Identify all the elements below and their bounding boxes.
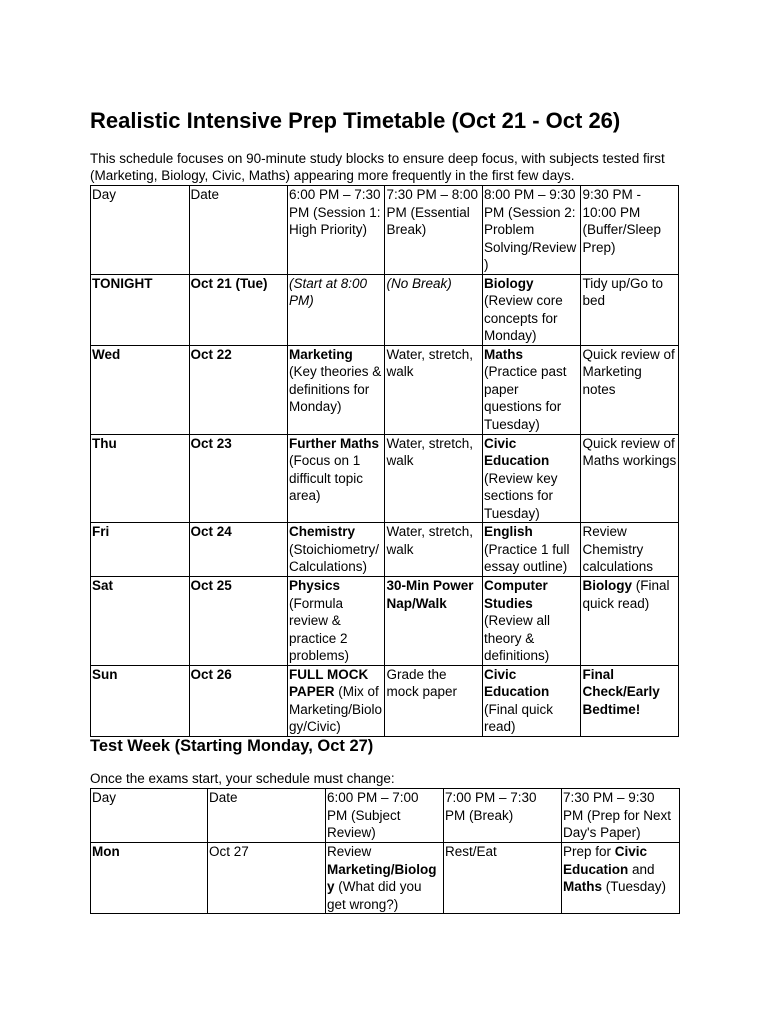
cell-session-1 [288, 577, 385, 666]
subject-name: Chemistry [289, 524, 356, 539]
subject-name: English [483, 524, 533, 539]
session-note: (Mix of Marketing/Biology/Civic) [289, 684, 383, 734]
session-note: (Review all theory & definitions) [483, 613, 550, 663]
cell-day [91, 434, 190, 523]
cell-session-2 [482, 665, 581, 736]
buffer-note: Final Check/Early Bedtime! [582, 666, 660, 717]
cell-day [91, 523, 190, 577]
header-session-1: 6:00 PM – 7:30 PM (Session 1: High Priority) [288, 186, 385, 275]
cell-session-2 [482, 274, 581, 345]
cell-break [385, 434, 482, 523]
table-row [91, 274, 679, 345]
buffer-note: Review Chemistry calculations [582, 524, 654, 574]
subject-name: Civic Education [563, 844, 648, 877]
prep-timetable [90, 185, 679, 737]
cell-date [189, 274, 288, 345]
cell-date [189, 665, 288, 736]
header-break: 7:30 PM – 8:00 PM (Essential Break) [385, 186, 482, 275]
cell-buffer [581, 523, 679, 577]
break-note: 30-Min Power Nap/Walk [386, 578, 474, 611]
header-break: 7:00 PM – 7:30 PM (Break) [444, 789, 562, 843]
table-row [91, 523, 679, 577]
prep-prefix: Prep for [563, 844, 615, 859]
date-label: Oct 25 [190, 578, 232, 593]
cell-break [385, 345, 482, 434]
session-note: (Key theories & definitions for Monday) [289, 364, 382, 414]
header-date: Date [208, 789, 326, 843]
review-note: (What did you get wrong?) [327, 879, 422, 912]
cell-prep [562, 843, 680, 914]
header-buffer: 9:30 PM - 10:00 PM (Buffer/Sleep Prep) [581, 186, 679, 275]
header-day: Day [91, 186, 190, 275]
cell-session-2 [482, 577, 581, 666]
date-label: Oct 22 [190, 346, 232, 362]
subject-name: Maths [483, 346, 523, 362]
cell-buffer [581, 434, 679, 523]
cell-session-2 [482, 345, 581, 434]
break-note: Rest/Eat [445, 844, 497, 859]
test-week-timetable [90, 788, 680, 914]
subject-name: Civic Education [483, 435, 550, 468]
subject-name: Marketing [289, 346, 353, 362]
break-note: (No Break) [386, 275, 452, 291]
day-label: Sat [92, 578, 114, 593]
cell-break [385, 274, 482, 345]
date-label: Oct 23 [190, 435, 232, 451]
date-label: Oct 27 [209, 844, 249, 859]
review-prefix: Review [327, 844, 372, 859]
session-note: (Practice 1 full essay outline) [483, 541, 570, 574]
header-session-2: 8:00 PM – 9:30 PM (Session 2: Problem Solving/Review ) [482, 186, 581, 275]
cell-day [91, 665, 190, 736]
cell-date [208, 843, 326, 914]
prep-conjunction: and [628, 861, 655, 877]
cell-session-2 [482, 523, 581, 577]
subject-name: FULL MOCK PAPER [289, 666, 369, 699]
session-note: (Review core concepts for Monday) [483, 293, 563, 343]
prep-note: (Tuesday) [602, 879, 667, 894]
intro-paragraph: This schedule focuses on 90-minute study blocks to ensure deep focus, with subjects tested first (Marketing, Biology, Civic, Maths) appearing more frequently in the first few days. [90, 151, 665, 183]
cell-break [444, 843, 562, 914]
date-label: Oct 21 (Tue) [190, 275, 268, 291]
buffer-note: (Final quick read) [582, 578, 670, 611]
table-row [91, 345, 679, 434]
subject-name: Biology [483, 275, 534, 291]
session-note: (Final quick read) [483, 701, 553, 734]
cell-buffer [581, 577, 679, 666]
cell-subject-review [326, 843, 444, 914]
cell-date [189, 345, 288, 434]
day-label: Fri [92, 524, 110, 539]
cell-day [91, 843, 208, 914]
subject-name: Further Maths [289, 435, 380, 451]
cell-buffer [581, 665, 679, 736]
session-note: (Start at 8:00 PM) [289, 275, 368, 308]
table-header-row [91, 789, 680, 843]
subject-name: Civic Education [483, 666, 550, 699]
session-note: (Review key sections for Tuesday) [483, 470, 558, 521]
session-note: (Practice past paper questions for Tuesday) [483, 364, 567, 432]
subject-name: Marketing/Biology [327, 861, 437, 894]
break-note: Grade the mock paper [386, 666, 458, 699]
cell-session-1 [288, 434, 385, 523]
cell-session-1 [288, 523, 385, 577]
subject-name: Computer Studies [483, 578, 548, 611]
section-heading: Test Week (Starting Monday, Oct 27) [90, 737, 374, 755]
day-label: Thu [92, 435, 117, 451]
subject-name: Physics [289, 578, 341, 593]
cell-session-1 [288, 665, 385, 736]
table-row [91, 843, 680, 914]
cell-buffer [581, 274, 679, 345]
cell-date [189, 434, 288, 523]
table-row [91, 434, 679, 523]
table-row [91, 577, 679, 666]
break-note: Water, stretch, walk [386, 524, 474, 557]
buffer-note: Tidy up/Go to bed [582, 275, 664, 308]
day-label: Sun [92, 666, 118, 682]
cell-session-1 [288, 345, 385, 434]
cell-buffer [581, 345, 679, 434]
header-day: Day [91, 789, 208, 843]
cell-break [385, 665, 482, 736]
table-header-row [91, 186, 679, 275]
day-label: Wed [92, 346, 121, 362]
date-label: Oct 26 [190, 666, 232, 682]
cell-day [91, 274, 190, 345]
break-note: Water, stretch, walk [386, 346, 474, 379]
buffer-note: Quick review of Maths workings [582, 435, 677, 468]
date-label: Oct 24 [190, 524, 232, 539]
cell-day [91, 577, 190, 666]
day-label: Mon [92, 844, 120, 859]
break-note: Water, stretch, walk [386, 435, 474, 468]
cell-day [91, 345, 190, 434]
cell-break [385, 523, 482, 577]
session-note: (Stoichiometry/ Calculations) [289, 541, 380, 574]
subject-name: Maths [563, 879, 603, 894]
document-title: Realistic Intensive Prep Timetable (Oct 21 - Oct 26) [90, 108, 621, 133]
cell-date [189, 523, 288, 577]
cell-session-2 [482, 434, 581, 523]
section-intro: Once the exams start, your schedule must change: [90, 771, 395, 786]
header-prep: 7:30 PM – 9:30 PM (Prep for Next Day's Paper) [562, 789, 680, 843]
subject-name: Biology [582, 578, 632, 593]
header-date: Date [189, 186, 288, 275]
session-note: (Focus on 1 difficult topic area) [289, 453, 364, 503]
buffer-note: Quick review of Marketing notes [582, 346, 675, 397]
cell-date [189, 577, 288, 666]
cell-break [385, 577, 482, 666]
session-note: (Formula review & practice 2 problems) [289, 595, 350, 663]
table-row [91, 665, 679, 736]
cell-session-1 [288, 274, 385, 345]
header-subject-review: 6:00 PM – 7:00 PM (Subject Review) [326, 789, 444, 843]
day-label: TONIGHT [92, 275, 153, 291]
